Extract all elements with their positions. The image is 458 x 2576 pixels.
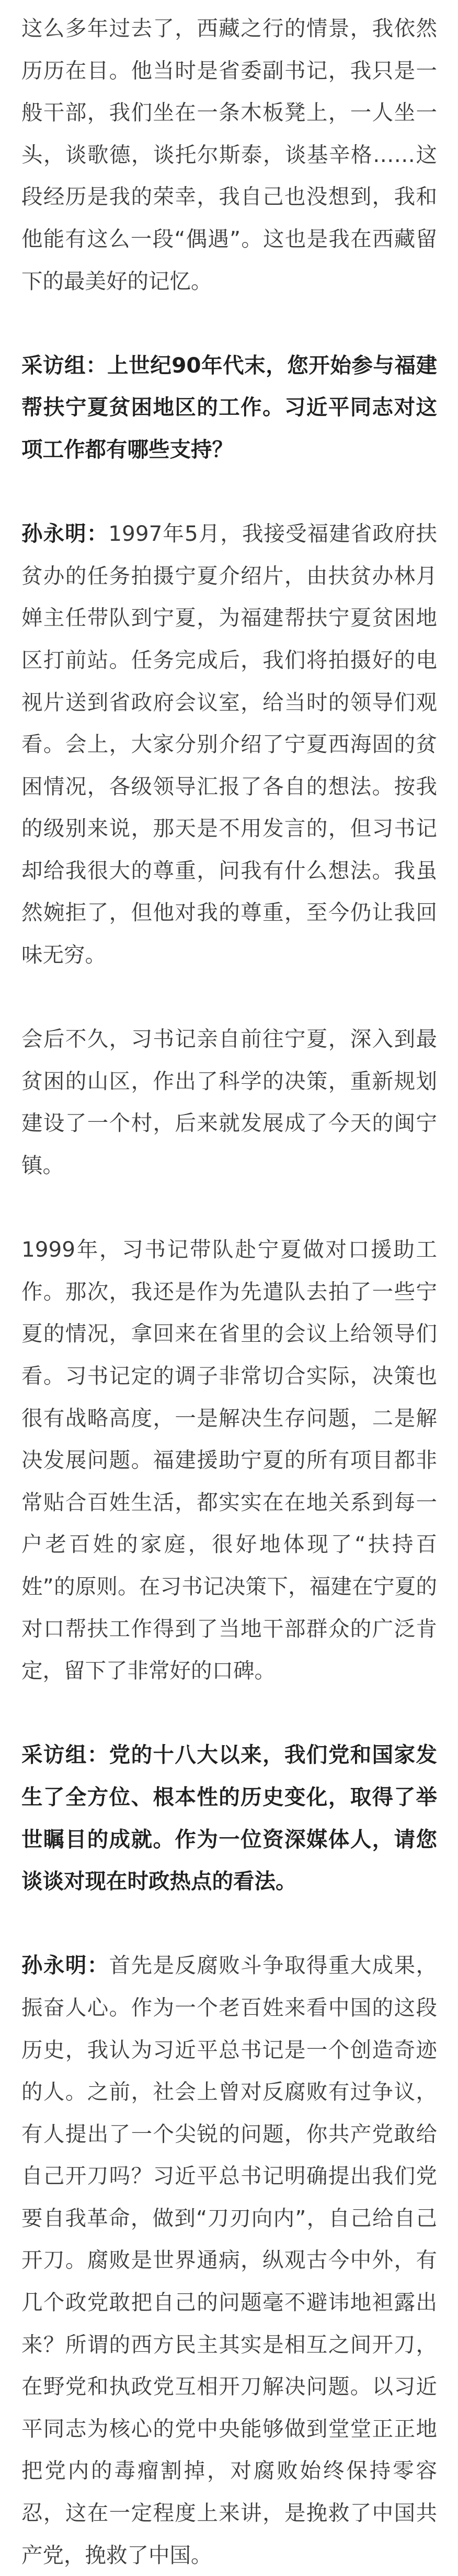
answer-anti-corruption — [21, 1944, 437, 2576]
paragraph-minning-town: 会后不久，习书记亲自前往宁夏，深入到最贫困的山区，作出了科学的决策，重新规划建设了一个村，后来就发展成了今天的闽宁镇。 — [21, 1026, 437, 1178]
speaker-label: 孙永明： — [21, 521, 109, 547]
answer-ningxia-1997 — [21, 513, 437, 976]
paragraph-tibet-memory: 这么多年过去了，西藏之行的情景，我依然历历在目。他当时是省委副书记，我只是一般干部，我们坐在一条木板凳上，一人坐一头，谈歌德，谈托尔斯泰，谈基辛格……这段经历是我的荣幸，我自己也没想到，我和他能有这么一段“偶遇”。这也是我在西藏留下的最美好的记忆。 — [21, 16, 437, 294]
answer-text: 首先是反腐败斗争取得重大成果，振奋人心。作为一个老百姓来看中国的这段历史，我认为习近平总书记是一个创造奇迹的人。之前，社会上曾对反腐败有过争议，有人提出了一个尖锐的问题，你共产党敢给自己开刀吗？习近平总书记明确提出我们党要自我革命，做到“刀刃向内”，自己给自己开刀。腐败是世界通病，纵观古今中外，有几个政党敢把自己的问题毫不避讳地袒露出来？所谓的西方民主其实是相互之间开刀，在野党和执政党互相开刀解决问题。以习近平同志为核心的党中央能够做到堂堂正正地把党内的毒瘤割掉，对腐败始终保持零容忍，这在一定程度上来讲，是挽救了中国共产党，挽救了中国。 — [21, 1953, 438, 2568]
interview-question-current-affairs: 采访组：党的十八大以来，我们党和国家发生了全方位、根本性的历史变化，取得了举世瞩目的成就。作为一位资深媒体人，请您谈谈对现在时政热点的看法。 — [21, 1742, 437, 1894]
answer-text: 1997年5月，我接受福建省政府扶贫办的任务拍摄宁夏介绍片，由扶贫办林月婵主任带队到宁夏，为福建帮扶宁夏贫困地区打前站。任务完成后，我们将拍摄好的电视片送到省政府会议室，给当时的领导们观看。会上，大家分别介绍了宁夏西海固的贫困情况，各级领导汇报了各自的想法。按我的级别来说，那天是不用发言的，但习书记却给我很大的尊重，问我有什么想法。我虽然婉拒了，但他对我的尊重，至今仍让我回味无穷。 — [21, 521, 438, 968]
paragraph-1999-aid: 1999年，习书记带队赴宁夏做对口援助工作。那次，我还是作为先遣队去拍了一些宁夏的情况，拿回来在省里的会议上给领导们看。习书记定的调子非常切合实际，决策也很有战略高度，一是解决生存问题，二是解决发展问题。福建援助宁夏的所有项目都非常贴合百姓生活，都实实在在地关系到每一户老百姓的家庭，很好地体现了“扶持百姓”的原则。在习书记决策下，福建在宁夏的对口帮扶工作得到了当地干部群众的广泛肯定，留下了非常好的口碑。 — [21, 1237, 437, 1684]
speaker-label: 孙永明： — [21, 1953, 109, 1978]
interview-question-ningxia: 采访组：上世纪90年代末，您开始参与福建帮扶宁夏贫困地区的工作。习近平同志对这项工作都有哪些支持？ — [21, 352, 437, 462]
